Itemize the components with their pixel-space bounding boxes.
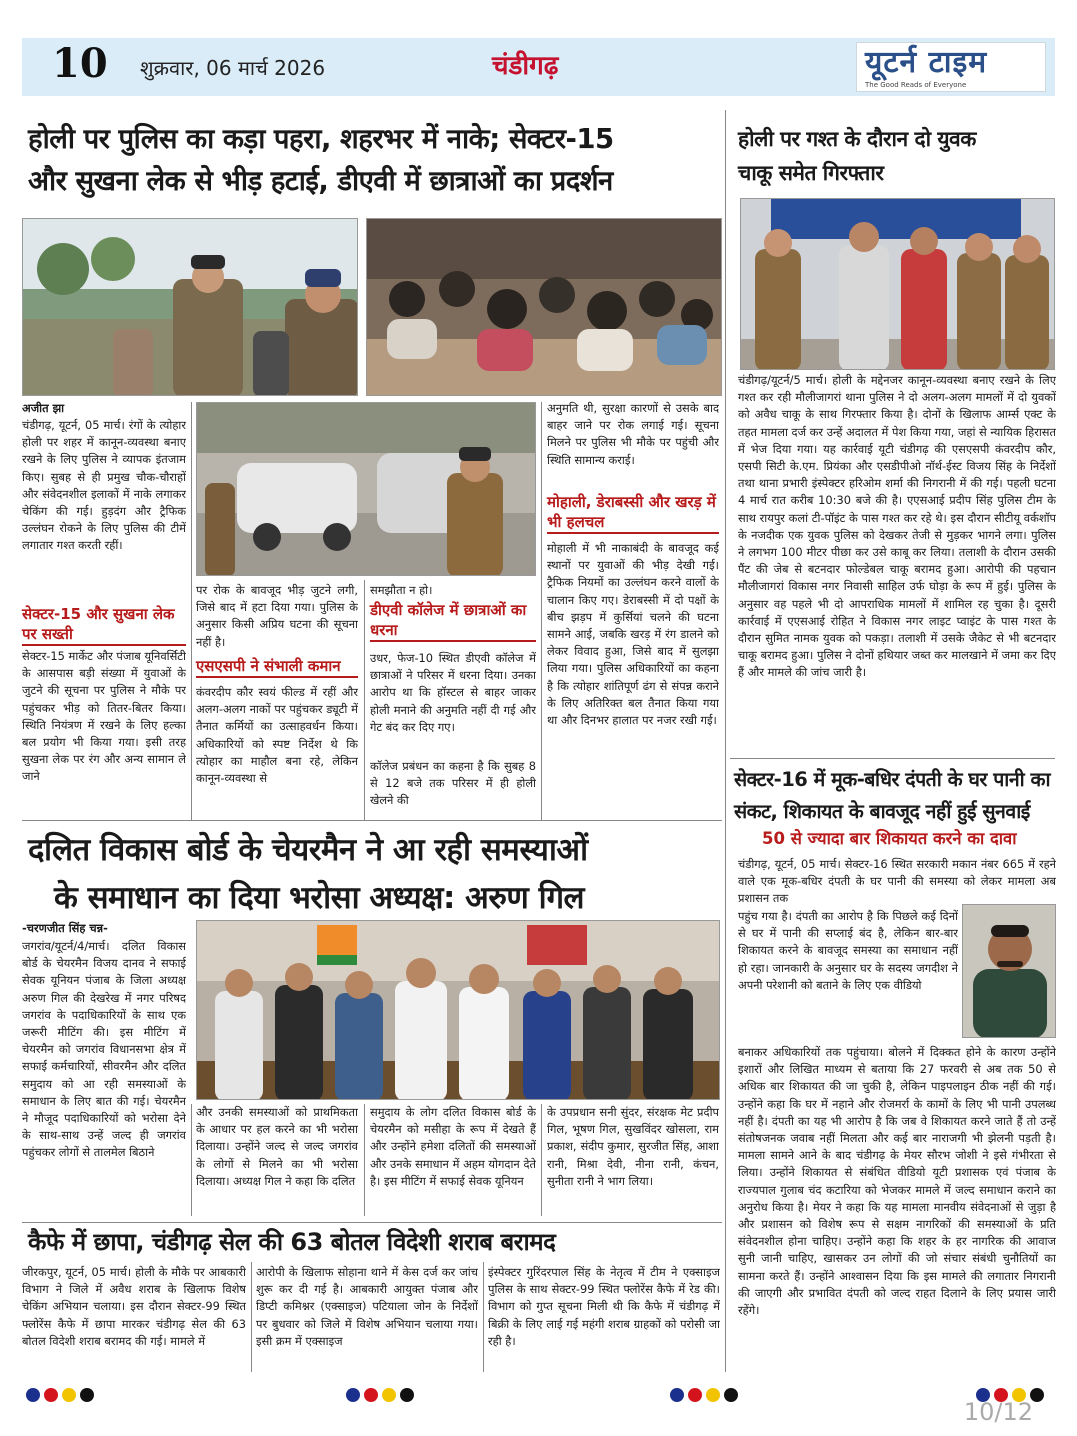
story3-subhead: 50 से ज्यादा बार शिकायत करने का दावा — [762, 829, 1017, 848]
photo-students-protest-image — [367, 219, 722, 396]
registration-dots-1 — [26, 1388, 94, 1402]
dot-blue — [670, 1388, 684, 1402]
story5-col3: इंस्पेक्टर गुरिंदरपाल सिंह के नेतृत्व में टीम ने एक्साइज पुलिस के साथ सेक्टर-99 स्थित फ्लोरेंस कैफे में रेड की। विभाग को गुप्त सूचना मिली थी कि कैफे में चंडीगढ़ में बिक्री के लिए लाई गई महंगी शराब ग्राहकों को परोसी जा रही है। — [488, 1265, 720, 1348]
issue-date: शुक्रवार, 06 मार्च 2026 — [140, 56, 326, 80]
story5-col1: जीरकपुर, यूटर्न, 05 मार्च। होली के मौके पर आबकारी विभाग ने जिले में अवैध शराब के खिलाफ विशेष चेकिंग अभियान चलाया। इस दौरान सेक्टर-99 स्थित फ्लोरेंस कैफे में छापा मारकर चंडीगढ़ सेल की 63 बोतल विदेशी शराब बरामद की गई। मामले में — [22, 1265, 246, 1348]
dot-yellow — [706, 1388, 720, 1402]
story1-col1b: सेक्टर-15 मार्केट और पंजाब यूनिवर्सिटी के आसपास बड़ी संख्या में युवाओं के जुटने की सूचना पर पुलिस ने मौके पर पहुंचकर भीड़ को तितर-बितर किया। स्थिति नियंत्रण में रखने के लिए हल्का बल प्रयोग भी किया गया। इसी तरह सुखना लेक पर रंग और अन्य सामान ले जाने — [22, 649, 186, 784]
column-rule — [191, 1104, 192, 1216]
story1-headline — [28, 118, 722, 202]
story2-headline-line2: चाकू समेत गिरफ्तार — [738, 161, 884, 185]
story5-col2: आरोपी के खिलाफ सोहाना थाने में केस दर्ज कर जांच शुरू कर दी गई है। आबकारी आयुक्त पंजाब और डिप्टी कमिश्नर (एक्साइज) पटियाला जोन के निर्देशों पर बुधवार को जिले में विशेष अभियान चलाया गया। इसी क्रम में एक्साइज — [256, 1265, 478, 1348]
page-counter: 10/12 — [963, 1398, 1033, 1426]
registration-dots-3 — [670, 1388, 738, 1402]
photo-ssp-field-image — [197, 403, 536, 576]
story4-byline — [22, 920, 186, 938]
story1-subhead3: डीएवी कॉलेज में छात्राओं का धरना — [370, 600, 536, 642]
photo-arrested-youths — [740, 198, 1055, 370]
story2-headline — [738, 122, 1054, 190]
dot-yellow — [382, 1388, 396, 1402]
story4-headline — [28, 826, 722, 922]
photo-jagdish — [962, 904, 1056, 1038]
logo-tagline: The Good Reads of Everyone — [865, 81, 967, 89]
story4-col3: समुदाय के लोग दलित विकास बोर्ड के चेयरमैन को मसीहा के रूप में देखते हैं और उन्होंने हमेशा दलितों की समस्याओं और उनके समाधान में अहम योगदान देते है। इस मीटिंग में सफाई सेवक यूनियन — [370, 1105, 536, 1188]
story1-col1a: चंडीगढ़, यूटर्न, 05 मार्च। रंगों के त्योहार होली पर शहर में कानून-व्यवस्था बनाए रखने के लिए पुलिस ने व्यापक इंतजाम किए। सुबह से ही प्रमुख चौक-चौराहों और संवेदनशील इलाकों में नाके लगाकर चेकिंग की गई। हुड़दंग और ट्रैफिक उल्लंघन रोकने के लिए पुलिस की टीमें लगातार गश्त करती रहीं। — [22, 418, 186, 553]
photo-arrested-youths-image — [741, 199, 1055, 370]
story4-col1: जगरांव/यूटर्न/4/मार्च। दलित विकास बोर्ड के चेयरमैन विजय दानव ने सफाई सेवक यूनियन पंजाब के जिला अध्यक्ष अरुण गिल की देखरेख में नगर परिषद जगरांव के पदाधिकारियों के साथ एक जरूरी मीटिंग की। इस मीटिंग में चेयरमैन को जगरांव विधानसभा क्षेत्र में सफाई कर्मचारियों, सीवरमैन और दलित समुदाय को आ रही समस्याओं के समाधान के लिए बात की गई। चेयरमैन ने मौजूद पदाधिकारियों को भरोसा देने के साथ-साथ उन्हें जल्द ही जगरांव पहुंचकर लोगों से तालमेल बिठाने — [22, 939, 186, 1160]
column-rule — [541, 1104, 542, 1216]
story2-headline-line1: होली पर गश्त के दौरान दो युवक — [738, 127, 976, 151]
story-divider — [22, 820, 722, 821]
registration-dots-2 — [346, 1388, 414, 1402]
photo-police-lake-image — [23, 219, 358, 396]
story1-headline-line2: और सुखना लेक से भीड़ हटाई, डीएवी में छात्राओं का प्रदर्शन — [28, 165, 613, 197]
story3-wrap: पहुंच गया है। दंपती का आरोप है कि पिछले कई दिनों से घर में पानी की सप्लाई बंद है, लेकिन बार-बार शिकायत करने के बावजूद समस्या का समाधान नहीं हो रहा। जानकारी के अनुसार घर के सदस्य जगदीश ने अपनी परेशानी को बताने के लिए एक वीडियो — [738, 909, 958, 992]
story1-headline-line1: होली पर पुलिस का कड़ा पहरा, शहरभर में नाके; सेक्टर-15 — [28, 123, 614, 155]
story-divider — [22, 1222, 722, 1223]
story5-headline: कैफे में छापा, चंडीगढ़ सेल की 63 बोतल विदेशी शराब बरामद — [28, 1228, 556, 1256]
story1-col3b: उधर, फेज-10 स्थित डीएवी कॉलेज में छात्राओं ने परिसर में धरना दिया। उनका आरोप था कि हॉस्टल से बाहर जाकर होली मनाने की अनुमति नहीं दी गई और गेट बंद कर दिए गए। — [370, 651, 536, 734]
story1-col4b: मोहाली में भी नाकाबंदी के बावजूद कई स्थानों पर युवाओं की भीड़ देखी गई। ट्रैफिक नियमों का उल्लंघन करने वालों के चालान किए गए। डेराबस्सी में दो पक्षों के बीच झड़प में कुर्सियां चलने की घटना सामने आई, जबकि खरड़ में रंग डालने को लेकर विवाद हुआ, जिसे बाद में सुलझा लिया गया। पुलिस अधिकारियों का कहना है कि त्योहार शांतिपूर्ण ढंग से संपन्न कराने के लिए अतिरिक्त बल तैनात किया गया था और दिनभर हालात पर नजर रखी गई। — [547, 541, 719, 728]
photo-jagdish-image — [963, 905, 1056, 1038]
story1-col2a: पर रोक के बावजूद भीड़ जुटने लगी, जिसे बाद में हटा दिया गया। पुलिस के अनुसार किसी अप्रिय घटना की सूचना नहीं है। — [196, 583, 358, 649]
column-rule — [483, 1262, 484, 1372]
column-rule — [364, 580, 365, 820]
dot-blue — [26, 1388, 40, 1402]
story1-subhead4: मोहाली, डेराबस्सी और खरड़ में भी हलचल — [547, 492, 719, 534]
page-number: 10 — [52, 40, 108, 87]
edition-city: चंडीगढ़ — [492, 51, 559, 81]
column-rule — [191, 402, 192, 820]
story4-headline-line1: दलित विकास बोर्ड के चेयरमैन ने आ रही समस्याओं — [28, 832, 588, 868]
photo-ssp-field — [196, 402, 536, 576]
story1-byline — [22, 400, 186, 417]
story1-col3a: समझौता न हो। — [370, 583, 433, 597]
photo-police-lake — [22, 218, 358, 396]
dot-black — [400, 1388, 414, 1402]
column-rule — [541, 402, 542, 820]
column-rule — [251, 1262, 252, 1372]
photo-board-meeting — [196, 920, 720, 1100]
story2-body: चंडीगढ़/यूटर्न/5 मार्च। होली के मद्देनजर कानून-व्यवस्था बनाए रखने के लिए गश्त कर रही मौलीजागरां थाना पुलिस ने दो अलग-अलग मामलों में दो युवकों को अवैध चाकू के साथ गिरफ्तार किया है। दोनों के खिलाफ आर्म्स एक्ट के तहत मामला दर्ज कर उन्हें अदालत में पेश किया गया, जहां से न्यायिक हिरासत में भेज दिया गया। यह कार्रवाई यूटी चंडीगढ़ की एसएसपी कंवरदीप कौर, एसपी सिटी के.एम. प्रियंका और एसडीपीओ नॉर्थ-ईस्ट विजय सिंह के निर्देशों तथा थाना प्रभारी इंस्पेक्टर हरिओम शर्मा की निगरानी में की गई। पहली घटना 4 मार्च रात करीब 10:30 बजे की है। एएसआई प्रदीप सिंह पुलिस टीम के साथ रायपुर कलां टी-पॉइंट के पास गश्त कर रहे थे। इस दौरान सीटीयू वर्कशॉप के नजदीक एक युवक पुलिस को देखकर तेजी से मुड़कर भागने लगा। पुलिस ने लगभग 100 मीटर पीछा कर उसे काबू कर लिया। तलाशी के दौरान उसकी पैंट की जेब से बटनदार फोल्डेबल चाकू बरामद हुआ। आरोपी की पहचान मौलीजागरां विकास नगर निवासी साहिल उर्फ घोड़ा के रूप में हुई। पुलिस के अनुसार वह पहले भी दो आपराधिक मामलों में शामिल रह चुका है। दूसरी कार्रवाई में एएसआई रोहित ने विकास नगर लाइट प्वाइंट के पास गश्त के दौरान सुमित नामक युवक को पकड़ा। तलाशी में उसके जैकेट से भी बटनदार चाकू बरामद हुआ। पुलिस ने दोनों हथियार जब्त कर मालखाने में जमा कर दिए हैं और मामले की जांच जारी है। — [738, 373, 1056, 680]
dot-black — [724, 1388, 738, 1402]
story1-col3c: कॉलेज प्रबंधन का कहना है कि सुबह 8 से 12 बजे तक परिसर में ही होली खेलने की — [370, 759, 536, 808]
story4-col2: और उनकी समस्याओं को प्राथमिकता के आधार पर हल करने का भी भरोसा दिलाया। उन्होंने जल्द से जल्द जगरांव के लोगों से मिलने का भी भरोसा दिलाया। अध्यक्ष गिल ने कहा कि दलित — [196, 1105, 358, 1188]
story3-lead: चंडीगढ़, यूटर्न, 05 मार्च। सेक्टर-16 स्थित सरकारी मकान नंबर 665 में रहने वाले एक मूक-बधिर दंपती के घर पानी की समस्या को लेकर मामला अब प्रशासन तक — [738, 857, 1056, 906]
photo-board-meeting-image — [197, 921, 720, 1100]
story4-col4: के उपप्रधान सनी सुंदर, संरक्षक मेट प्रदीप गिल, भूषण गिल, सुखविंदर खोसला, राम प्रकाश, संदीप कुमार, सुरजीत सिंह, आशा रानी, मिश्रा देवी, नीना रानी, कंचन, सुनीता रानी ने भाग लिया। — [547, 1105, 719, 1188]
story1-author: अजीत झा — [22, 401, 65, 415]
column-rule — [725, 110, 726, 1372]
story-divider — [730, 758, 1055, 759]
story3-headline-line1: सेक्टर-16 में मूक-बधिर दंपती के घर पानी का — [734, 768, 1051, 791]
story1-subhead2: एसएसपी ने संभाली कमान — [196, 656, 358, 678]
story1-subhead1: सेक्टर-15 और सुखना लेक पर सख्ती — [22, 604, 186, 646]
story3-headline — [734, 764, 1056, 828]
dot-yellow — [62, 1388, 76, 1402]
newspaper-logo — [856, 42, 1046, 92]
story3-headline-line2: संकट, शिकायत के बावजूद नहीं हुई सुनवाई — [734, 800, 1030, 823]
dot-red — [688, 1388, 702, 1402]
dot-blue — [346, 1388, 360, 1402]
dot-black — [80, 1388, 94, 1402]
story1-col4a: अनुमति थी, सुरक्षा कारणों से उसके बाद बाहर जाने पर रोक लगाई गई। सूचना मिलने पर पुलिस भी मौके पर पहुंची और स्थिति सामान्य कराई। — [547, 401, 719, 467]
photo-students-protest — [366, 218, 722, 396]
story4-headline-line2: के समाधान का दिया भरोसा अध्यक्ष: अरुण गिल — [54, 880, 585, 916]
story1-col2b: कंवरदीप कौर स्वयं फील्ड में रहीं और अलग-अलग नाकों पर पहुंचकर ड्यूटी में तैनात कर्मियों का उत्साहवर्धन किया। अधिकारियों को स्पष्ट निर्देश थे कि त्योहार का माहौल बना रहे, लेकिन कानून-व्यवस्था से — [196, 685, 358, 786]
logo-text: यूटर्न टाइम — [865, 45, 988, 80]
dot-red — [364, 1388, 378, 1402]
dot-red — [44, 1388, 58, 1402]
column-rule — [364, 1104, 365, 1216]
story4-author: -चरणजीत सिंह चन्न- — [22, 921, 108, 935]
story3-body: बनाकर अधिकारियों तक पहुंचाया। बोलने में दिक्कत होने के कारण उन्होंने इशारों और लिखित माध्यम से बताया कि 27 फरवरी से अब तक 50 से अधिक बार शिकायत की जा चुकी है, लेकिन पाइपलाइन ठीक नहीं की गई। उन्होंने कहा कि घर में नहाने और रोजमर्रा के कामों के लिए भी पानी उपलब्ध नहीं है। दंपती का यह भी आरोप है कि जब वे शिकायत करने जाते हैं तो उन्हें संतोषजनक जवाब नहीं मिलता और कई बार नाराजगी भी झेलनी पड़ती है। मामला सामने आने के बाद चंडीगढ़ के मेयर सौरभ जोशी ने इसे गंभीरता से लिया। उन्होंने शिकायत से संबंधित वीडियो यूटी प्रशासक एवं पंजाब के राज्यपाल गुलाब चंद कटारिया को भेजकर मामले में जल्द समाधान कराने का अनुरोध किया है। मेयर ने कहा कि यह मामला मानवीय संवेदनाओं से जुड़ा है और प्रशासन को विशेष रूप से सक्षम नागरिकों की समस्याओं के प्रति संवेदनशील होना चाहिए। उन्होंने कहा कि शहर के हर नागरिक की आवाज सुनी जानी चाहिए, खासकर उन लोगों की जो संचार संबंधी चुनौतियों का सामना करते हैं। उन्होंने आश्वासन दिया कि इस मामले की लगातार निगरानी की जाएगी और प्रभावित दंपती को जल्द राहत दिलाने के लिए प्रयास जारी रहेंगे। — [738, 1045, 1056, 1318]
